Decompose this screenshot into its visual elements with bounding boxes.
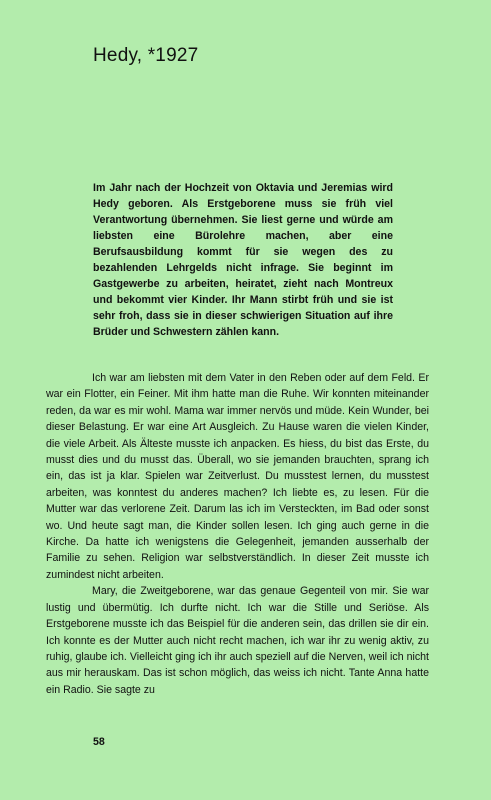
story-paragraph-2: Mary, die Zweitgeborene, war das genaue Gegenteil von mir. Sie war lustig und übermütig. Ich durfte nicht. Ich war die Stille und Seriöse. Als Erstgeborene musste ich das Beispiel für die anderen sein, das drillen sie dir ein. Ich konnte es der Mutter auch nicht recht machen, ich war ihr zu wenig aktiv, zu ruhig, glaube ich. Vielleicht ging ich ihr auch speziell auf die Nerven, weil ich nicht aus mir herauskam. Das ist schon möglich, das weiss ich nicht. Tante Anna hatte ein Radio. Sie sagte zu xyxy=(46,585,429,696)
story-paragraph-1: Ich war am liebsten mit dem Vater in den Reben oder auf dem Feld. Er war ein Flotter, ein Feiner. Mit ihm hatte man die Ruhe. Wir konnten miteinander reden, da war es mir wohl. Mama war immer nervös und müde. Kein Wunder, bei dieser Belastung. Er war eine Art Ausgleich. Zu Hause waren die vielen Kinder, die viele Arbeit. Als Älteste musste ich anpacken. Es hiess, du bist das Erste, du musst dies und du musst das. Überall, wo sie jemanden brauchten, sprang ich ein, das ist ja klar. Spielen war Zeitverlust. Du musstest lernen, du musstest arbeiten, was konntest du anderes machen? Ich liebte es, zu lesen. Für die Mutter war das verlorene Zeit. Darum las ich im Versteckten, im Bad oder sonst wo. Und heute sagt man, die Kinder sollen lesen. Ich ging auch gerne in die Kirche. Da hatte ich wenigstens die Gelegenheit, jemanden ausserhalb der Familie zu sehen. Religion war selbstverständlich. In dieser Zeit musste ich zumindest nicht arbeiten. xyxy=(46,372,429,581)
story-text xyxy=(46,370,429,698)
intro-paragraph: Im Jahr nach der Hochzeit von Oktavia und Jeremias wird Hedy geboren. Als Erstgeborene muss sie früh viel Verantwortung übernehmen. Sie liest gerne und würde am liebsten eine Bürolehre machen, aber eine Berufsausbildung kommt für sie wegen des zu bezahlenden Lehrgelds nicht infrage. Sie beginnt im Gastgewerbe zu arbeiten, heiratet, zieht nach Montreux und bekommt vier Kinder. Ihr Mann stirbt früh und sie ist sehr froh, dass sie in dieser schwierigen Situation auf ihre Brüder und Schwestern zählen kann. xyxy=(93,182,393,338)
chapter-title: Hedy, *1927 xyxy=(93,45,199,66)
page-number: 58 xyxy=(93,736,105,748)
